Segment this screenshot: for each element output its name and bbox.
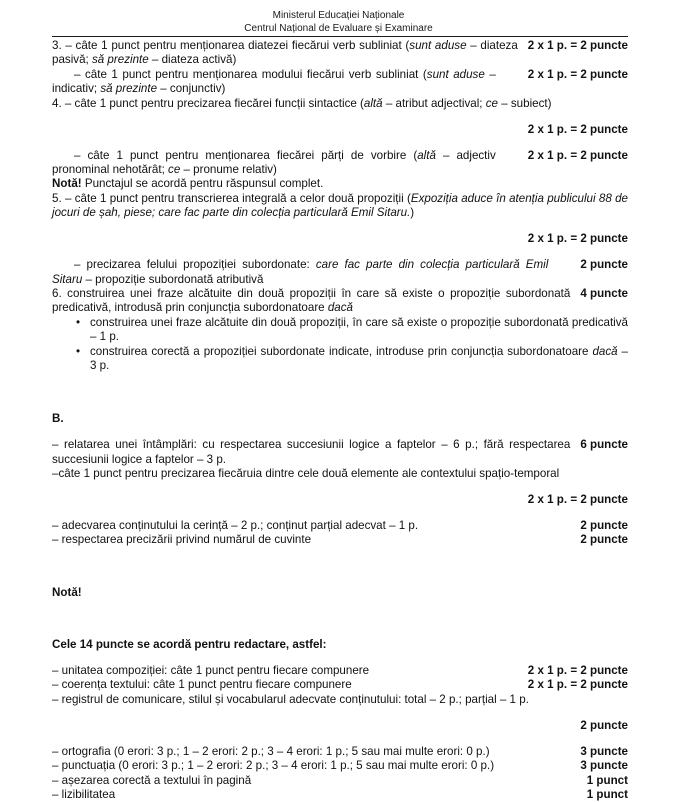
item-4-note-label: Notă! (52, 177, 82, 191)
final-note-row-5-points: 3 puncte (580, 759, 628, 773)
item-3-a-italic-1: sunt aduse (409, 39, 467, 52)
spacer-after-note-title (52, 612, 628, 626)
final-note-row-2-text: – coerența textului: câte 1 punct pentru fiecare compunere (52, 678, 352, 692)
item-5-b (52, 258, 628, 287)
final-note-row-4-points: 3 puncte (580, 744, 628, 758)
item-3-a-italic-2: să prezinte (91, 53, 149, 67)
item-3-a-text-3: – diateza activă) (148, 53, 237, 67)
item-4-b-text-2: – adjectiv pronominal nehotărât; (52, 148, 496, 177)
final-note-row-6-text: – așezarea corectă a textului în pagină (52, 773, 252, 787)
item-3-b-text-3: – conjunctiv) (157, 82, 226, 96)
section-b-row-4-points: 2 puncte (580, 533, 628, 547)
final-note-row-1-text: – unitatea compoziției: câte 1 punct pentru fiecare compunere (52, 663, 370, 677)
item-5-a-italic-1: Expoziția aduce în atenția publicului 88 de jocuri de șah, piese; care fac parte din colecția particulară Emil Sitaru. (52, 191, 628, 220)
section-b-row-1-text: – relatarea unei întâmplări: cu respectarea succesiunii logice a faptelor – 6 p.; fără respectarea succesiunii logice a faptelor – 3 p. (52, 438, 571, 466)
final-note-row-4 (52, 745, 628, 759)
item-6-bullet-list (52, 316, 628, 374)
final-note-row-3-points: 2 puncte (580, 718, 628, 732)
item-3-a-text-1: 3. – câte 1 punct pentru menționarea diatezei fiecărui verb subliniat ( (52, 39, 410, 52)
final-note-row-2-points: 2 x 1 p. = 2 puncte (527, 678, 628, 692)
item-6-a-italic-1: dacă (327, 301, 353, 315)
section-b-row-2-points: 2 x 1 p. = 2 puncte (527, 492, 628, 506)
final-note-row-4-text: – ortografia (0 erori: 3 p.; 1 – 2 erori: 2 p.; 3 – 4 erori: 1 p.; 5 sau mai multe erori: 0 p.) (52, 744, 490, 758)
section-b-row-3-points: 2 puncte (580, 518, 628, 532)
item-6-bullet-2-text-1: construirea corectă a propoziției subordonate indicate, introduse prin conjuncția subordonatoare (90, 344, 593, 358)
section-b-row-2-text: –câte 1 punct pentru precizarea fiecăruia dintre cele două elemente ale contextului spațio-temporal (52, 466, 560, 480)
item-4-b-text-1: – câte 1 punct pentru menționarea fiecărei părți de vorbire ( (74, 148, 418, 162)
item-6-bullet-2-italic-1: dacă (592, 344, 618, 358)
final-note-row-3 (52, 693, 628, 707)
item-3-b-points: 2 x 1 p. = 2 puncte (527, 67, 628, 81)
item-5-b-text-1: – precizarea felului propoziției subordonate: (74, 258, 316, 272)
section-b-label: B. (52, 412, 64, 426)
item-6-bullet-2-text-2: – 3 p. (90, 344, 628, 373)
item-4-a-italic-1: altă (363, 96, 383, 110)
item-3-b (52, 68, 628, 97)
item-4-note (52, 177, 628, 191)
final-note-title: Notă! (52, 586, 82, 600)
item-3-a-points: 2 x 1 p. = 2 puncte (527, 39, 628, 52)
final-note-row-5-text: – punctuația (0 erori: 3 p.; 1 – 2 erori: 2 p.; 3 – 4 erori: 1 p.; 5 sau mai multe erori: 0 p.) (52, 759, 495, 773)
item-6-bullet-1-text: construirea unei fraze alcătuite din două propoziții, în care să existe o propoziție subordonată predicativă – 1 p. (90, 315, 628, 344)
item-3-b-italic-1: sunt aduse (426, 67, 485, 81)
final-note-row-6-points: 1 punct (586, 773, 628, 787)
section-b-row-4-text: – respectarea precizării privind numărul de cuvinte (52, 533, 312, 547)
final-note-row-2 (52, 678, 628, 692)
ministry-line: Ministerul Educației Naționale (272, 10, 405, 21)
item-5-b-italic-1: care fac parte din colecția particulară Emil Sitaru (52, 258, 549, 286)
center-line: Centrul Național de Evaluare și Examinare (244, 22, 433, 34)
section-b-row-1-points: 6 puncte (580, 438, 628, 452)
item-4-a-text-1: 4. – câte 1 punct pentru precizarea fiecărei funcții sintactice ( (52, 96, 364, 110)
item-4-a-italic-2: ce (485, 96, 498, 110)
item-4-a-text-2: – atribut adjectival; (382, 96, 486, 110)
item-4-b-italic-1: altă (417, 148, 436, 162)
spacer-before-final-note (52, 548, 628, 575)
list-item (52, 316, 628, 345)
final-note-row-1 (52, 664, 628, 678)
final-note-intro: Cele 14 puncte se acordă pentru redactare, astfel: (52, 637, 327, 651)
final-note-row-1-points: 2 x 1 p. = 2 puncte (527, 663, 628, 677)
item-5-a-points: 2 x 1 p. = 2 puncte (527, 232, 628, 246)
item-3-a-text-2: – diateza pasivă; (52, 39, 518, 67)
item-3-b-italic-2: să prezinte (100, 82, 158, 96)
item-4-b-italic-2: ce (168, 163, 181, 177)
section-b-row-3 (52, 519, 628, 533)
bullet-icon: • (76, 344, 81, 358)
section-b-row-4 (52, 533, 628, 547)
item-4-b (52, 149, 628, 178)
item-5-b-points: 2 puncte (580, 258, 628, 272)
item-4-a (52, 97, 628, 111)
final-note-row-7-text: – lizibilitatea (52, 787, 116, 801)
item-5-a-text-2: ) (410, 206, 415, 220)
item-4-a-points: 2 x 1 p. = 2 puncte (527, 122, 628, 136)
item-6-a-text-1: 6. construirea unei fraze alcătuite din două propoziții în care să existe o propoziție subordonată predicativă, introdusă prin conjuncția subordonatoare (52, 287, 571, 315)
final-note-row-5 (52, 759, 628, 773)
item-5-b-text-2: – propoziție subordonată atributivă (82, 272, 264, 286)
section-b-row-3-text: – adecvarea conținutului la cerință – 2 p.; conținut parțial adecvat – 1 p. (52, 518, 419, 532)
item-5-a-text-1: 5. – câte 1 punct pentru transcrierea integrală a celor două propoziții ( (52, 191, 411, 205)
spacer-before-section-b (52, 374, 628, 401)
marking-scheme-body (52, 36, 628, 802)
section-b-row-1 (52, 438, 628, 467)
item-6-a-points: 4 puncte (580, 287, 628, 301)
item-3-b-text-1: – câte 1 punct pentru menționarea modului fiecărui verb subliniat ( (74, 67, 427, 81)
item-4-note-text: Punctajul se acordă pentru răspunsul complet. (81, 177, 324, 191)
final-note-row-7 (52, 788, 628, 802)
final-note-row-6 (52, 774, 628, 788)
document-header (0, 0, 677, 35)
item-6-a (52, 287, 628, 316)
item-3-b-text-2: – indicativ; (52, 67, 496, 96)
final-note-row-3-text: – registrul de comunicare, stilul și vocabularul adecvate conținutului: total – 2 p.; parțial – 1 p. (52, 692, 529, 706)
item-5-a (52, 192, 628, 221)
item-4-b-text-3: – pronume relativ) (180, 163, 277, 177)
final-note-row-7-points: 1 punct (586, 787, 628, 801)
item-4-b-points: 2 x 1 p. = 2 puncte (527, 148, 628, 162)
item-4-a-text-3: – subiect) (497, 96, 552, 110)
item-3-a (52, 39, 628, 68)
section-b-row-2 (52, 467, 628, 481)
list-item (52, 345, 628, 374)
bullet-icon: • (76, 315, 81, 329)
